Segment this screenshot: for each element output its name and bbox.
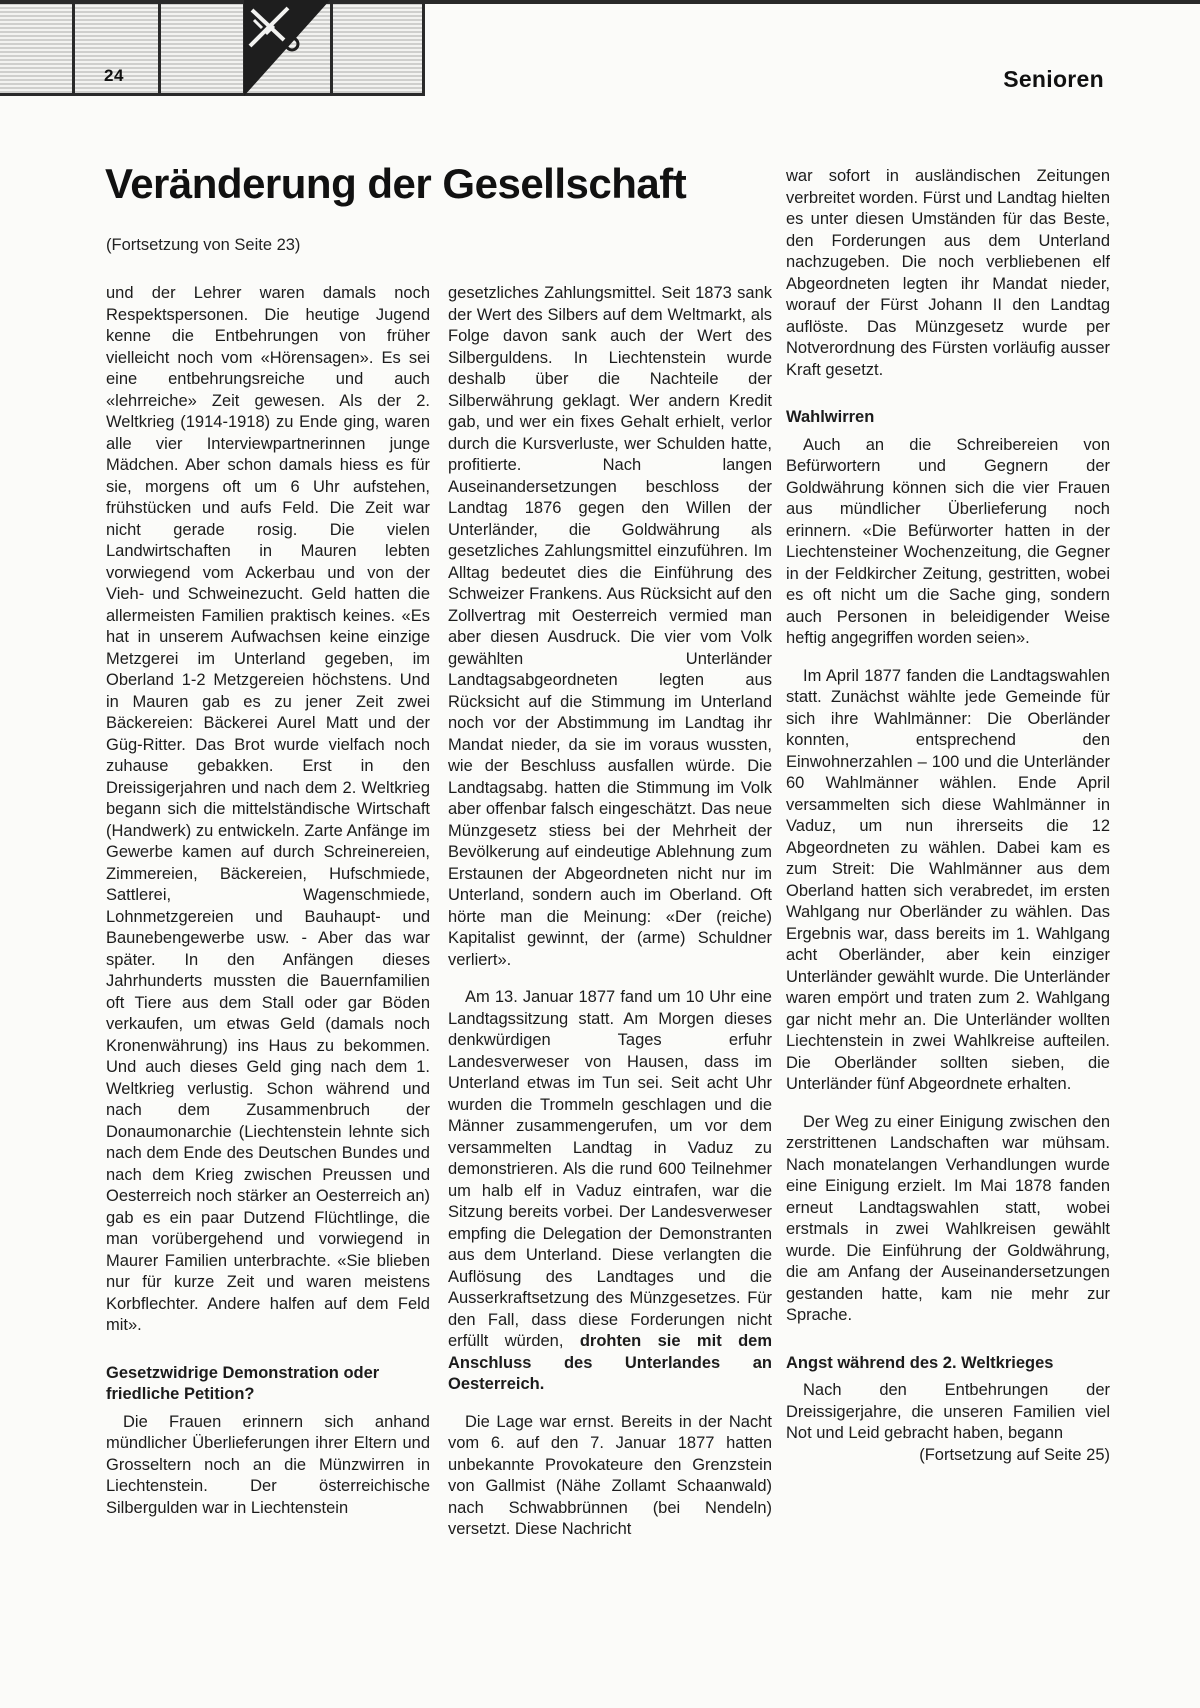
- paragraph: Auch an die Schreibereien von Befürwortern und Gegnern der Goldwährung können sich die vier Frauen aus mündlicher Überlieferung noch erinnern. «Die Befürworter hatten in der Liechtensteiner Wochenzeitung, die Gegner in der Feldkircher Zeitung, gestritten, wobei es oft nicht um die Sache ging, sondern auch Personen in beleidigender Weise heftig angegriffen worden seien».: [786, 435, 1110, 647]
- paragraph: [448, 987, 772, 1396]
- section-label: Senioren: [1003, 66, 1104, 92]
- paragraph: Die Lage war ernst. Bereits in der Nacht vom 6. auf den 7. Januar 1877 hatten unbekannte Provokateure den Grenzstein von Gallmist (Nähe Zollamt Schaanwald) nach Schwabbrünnen (bei Nendeln) versetzt. Diese Nachricht: [448, 1412, 772, 1538]
- header-top-rule: [0, 0, 1200, 4]
- subheading: Angst während des 2. Weltkrieges: [786, 1353, 1054, 1372]
- text-column-3: [786, 166, 1110, 1482]
- paragraph-text: Am 13. Januar 1877 fand um 10 Uhr eine Landtagssitzung statt. Am Morgen dieses denkwürdigen Tages erfuhr Landesverweser von Hausen, dass im Unterland etwas im Tun sei. Seit acht Uhr wurden die Trommeln geschlagen und die Männer zusammengerufen, um vor dem versammelten Landtag in Vaduz zu demonstrieren. Als die rund 600 Teilnehmer um halb elf in Vaduz eintrafen, war die Sitzung bereits vorbei. Der Landesverweser empfing die Delegation der Demonstranten aus dem Unterland. Diese verlangten die Auflösung des Landtages und die Ausserkraftsetzung des Münzgesetzes. Für den Fall, dass diese Forderungen nicht erfüllt würden,: [448, 988, 772, 1350]
- subheading: Wahlwirren: [786, 408, 875, 426]
- paragraph: und der Lehrer waren damals noch Respektspersonen. Die heutige Jugend kenne die Entbehrungen von früher vielleicht noch vom «Hörensagen». Es sei eine entbehrungsreiche und auch «lehrreiche» Zeit gewesen. Als der 2. Weltkrieg (1914-1918) zu Ende ging, waren alle vier Interviewpartnerinnen junge Mädchen. Aber schon damals hiess es für sie, morgens oft um 6 Uhr aufstehen, frühstücken und aufs Feld. Die Zeit war nicht gerade rosig. Die vielen Landwirtschaften in Mauren lebten vorwiegend vom Ackerbau und von der Vieh- und Schweinezucht. Geld hatten die allermeisten Familien praktisch keines. «Es hat in unserem Aufwachsen keine einzige Metzgerei im Unterland gegeben, im Oberland 1-2 Metzgereien höchstens. Und in Mauren gab es zu jener Zeit zwei Bäckereien: Bäckerei Aurel Matt und der Güg-Ritter. Das Brot wurde vielfach noch zuhause gebakken. Erst in den Dreissigerjahren und nach dem 2. Weltkrieg begann sich die mittelständische Wirtschaft (Handwerk) zu entwickeln. Zarte Anfänge im Gewerbe kamen auf durch Schreinereien, Zimmereien, Bäckereien, Hufschmiede, Sattlerei, Wagenschmiede, Lohnmetzgereien und Bauhaupt- und Baunebengewerbe usw. - Aber das war später. In den Anfängen dieses Jahrhunderts mussten die Bauernfamilien oft Tiere aus dem Stall oder gar Böden verkaufen, um etwas Geld (damals noch Kronenwährung) ins Haus zu bekommen. Und auch dieses Geld ging nach dem 1. Weltkrieg verlustig. Schon während und nach dem Zusammenbruch der Donaumonarchie (Liechtenstein lehnte sich nach dem Ende des Deutschen Bundes und nach dem Krieg zwischen Preussen und Oesterreich noch stärker an Oesterreich an) gab es ein paar Dutzend Flüchtlinge, die man vorübergehend und vorwiegend in Maurer Familien unterbrachte. «Sie blieben nur für kurze Zeit und waren meistens Korbflechter. Andere halfen auf dem Feld mit».: [106, 284, 430, 1334]
- paragraph: gesetzliches Zahlungsmittel. Seit 1873 sank der Wert des Silbers auf dem Weltmarkt, als Folge davon sank auch der Wert des Silberguldens. In Liechtenstein wurde deshalb über die Nachteile der Silberwährung geklagt. Wer andern Kredit gab, und wer ein fixes Gehalt erhielt, verlor durch die Kursverluste, wer Schulden hatte, profitierte. Nach langen Auseinandersetzungen beschloss der Landtag 1876 gegen den Willen der Unterländer, die Goldwährung als gesetzliches Zahlungsmittel einzuführen. Im Alltag bedeutet dies die Einführung des Schweizer Frankens. Aus Rücksicht auf den Zollvertrag mit Oesterreich vermied man aber diesen Ausdruck. Die vier vom Volk gewählten Unterländer Landtagsabgeordneten legten aus Rücksicht auf die Stimmung im Unterland noch vor der Abstimmung im Landtag ihr Mandat nieder, da sie im voraus wussten, wie der Beschluss ausfallen würde. Die Landtagsabg. hatten die Stimmung im Volk aber offenbar falsch eingeschätzt. Das neue Münzgesetz stiess bei der Mehrheit der Bevölkerung auf eindeutige Ablehnung zum Erstaunen der Abgeordneten nicht nur im Unterland, sondern auch im Oberland. Oft hörte man die Meinung: «Der (reiche) Kapitalist gewinnt, der (arme) Schuldner verliert».: [448, 284, 772, 969]
- header-divider: [330, 0, 333, 96]
- page-header: [0, 0, 1200, 100]
- header-bottom-rule: [0, 93, 425, 96]
- text-column-2: [448, 283, 772, 1557]
- paragraph: Die Frauen erinnern sich anhand mündlicher Überlieferungen ihrer Eltern und Grosseltern noch an die Münzwirren in Liechtenstein. Der österreichische Silbergulden war in Liechtenstein: [106, 1412, 430, 1517]
- crossed-keys-emblem-icon: [244, 0, 330, 96]
- paragraph: Der Weg zu einer Einigung zwischen den zerstrittenen Landschaften war mühsam. Nach monatelangen Verhandlungen wurde eine Einigung erzielt. Im Mai 1878 fanden erneut Landtagswahlen statt, wobei erstmals in zwei Wahlkreisen gewählt wurde. Die Einführung der Goldwährung, die am Anfang der Auseinandersetzungen gestanden hatte, kam nie mehr zur Sprache.: [786, 1112, 1110, 1324]
- text-column-1: [106, 283, 430, 1535]
- bold-statement: drohten sie mit dem Anschluss des Unterlandes an Oesterreich.: [448, 1332, 772, 1393]
- paragraph: war sofort in ausländischen Zeitungen verbreitet worden. Fürst und Landtag hielten es unter diesen Umständen für das Beste, den Forderungen aus dem Unterland nachzugeben. Die noch verbliebenen elf Abgeordneten legten ihr Mandat nieder, worauf der Fürst Johann II den Landtag auflöste. Das Münzgesetz wurde per Notverordnung des Fürsten vorläufig ausser Kraft gesetzt.: [786, 167, 1110, 379]
- header-divider: [422, 0, 425, 96]
- continuation-from: (Fortsetzung von Seite 23): [106, 236, 301, 254]
- subheading: Gesetzwidrige Demonstration oder friedliche Petition?: [106, 1363, 380, 1403]
- page-number: 24: [104, 66, 124, 85]
- paragraph: Nach den Entbehrungen der Dreissigerjahre, die unseren Familien viel Not und Leid gebracht haben, begann: [786, 1381, 1110, 1442]
- article-title: Veränderung der Gesellschaft: [105, 160, 687, 207]
- header-divider: [72, 0, 75, 96]
- header-bar: [0, 0, 425, 93]
- continuation-to: (Fortsetzung auf Seite 25): [919, 1445, 1110, 1464]
- header-divider: [158, 0, 161, 96]
- paragraph: Im April 1877 fanden die Landtagswahlen statt. Zunächst wählte jede Gemeinde für sich ihre Wahlmänner: Die Oberländer konnten, entsprechend den Einwohnerzahlen – 100 und die Unterländer 60 Wahlmänner wählen. Ende April versammelten sich diese Wahlmänner in Vaduz, um nun ihrerseits die 12 Abgeordneten zu wählen. Dabei kam es zum Streit: Die Wahlmänner aus dem Oberland hatten sich verabredet, im ersten Wahlgang nur Oberländer zu wählen. Das Ergebnis war, dass bereits im 1. Wahlgang acht Oberländer, aber kein einziger Unterländer gewählt wurde. Die Unterländer waren empört und traten zum 2. Wahlgang gar nicht mehr an. Die Unterländer wollten Liechtenstein in zwei Wahlkreise aufteilen. Die Oberländer sollten sieben, die Unterländer fünf Abgeordnete erhalten.: [786, 666, 1110, 1093]
